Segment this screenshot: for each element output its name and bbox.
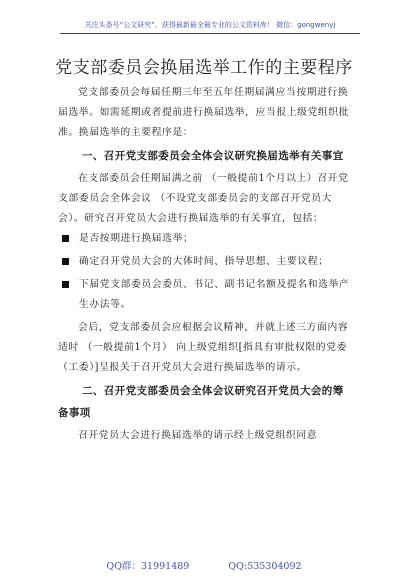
square-bullet-icon	[62, 235, 69, 242]
footer-qq-group: QQ群：31991489	[106, 561, 190, 572]
footer	[0, 558, 408, 572]
document-body	[58, 83, 353, 446]
header-banner: 关注头条号“公文研究”，获得最新最全最专业的公文资料库！ 微信：gongwenyj	[60, 20, 360, 34]
footer-qq-contact: QQ:535304092	[228, 561, 302, 572]
section-1-paragraph: 在支部委员会任期届满之前 （一般提前1个月以上）召开党支部委员会全体会议 （不设党支部委员会的支部召开党员大会）。研究召开党员大会进行换届选举的有关事宜，包括：	[58, 173, 349, 224]
after-meeting-paragraph: 会后，党支部委员会应根据会议精神，并就上述三方面内容适时 （一般提前1个月） 向上级党组织[指具有审批权限的党委 （工委）]呈报关于召开党员大会进行换届选举的请示。	[58, 322, 349, 373]
section-2-heading: 二、召开党支部委员会全体会议研究召开党员大会的筹备事项	[58, 385, 344, 419]
list-item	[58, 229, 353, 249]
section-1-heading: 一、召开党支部委员会全体会议研究换届选举有关事宜	[82, 150, 344, 162]
list-item-text: 确定召开党员大会的大体时间、指导思想、主要议程；	[79, 256, 329, 267]
square-bullet-icon	[62, 281, 69, 288]
list-item	[58, 252, 353, 272]
intro-paragraph: 党支部委员会每届任期三年至五年任期届满应当按期进行换届选举。如需延期或者提前进行换届选举，应当报上级党组织批准。换届选举的主要程序是：	[58, 87, 350, 138]
bullet-list	[58, 229, 353, 315]
document-title: 党支部委员会换届选举工作的主要程序	[55, 58, 353, 78]
list-item-text: 是否按期进行换届选举；	[79, 233, 194, 244]
list-item	[58, 275, 353, 315]
list-item-text: 下届党支部委员会委员、书记、副书记名额及提名和选举产生办法等。	[79, 279, 350, 310]
section-2-paragraph: 召开党员大会进行换届选举的请示经上级党组织同意	[78, 430, 318, 441]
square-bullet-icon	[62, 258, 69, 265]
